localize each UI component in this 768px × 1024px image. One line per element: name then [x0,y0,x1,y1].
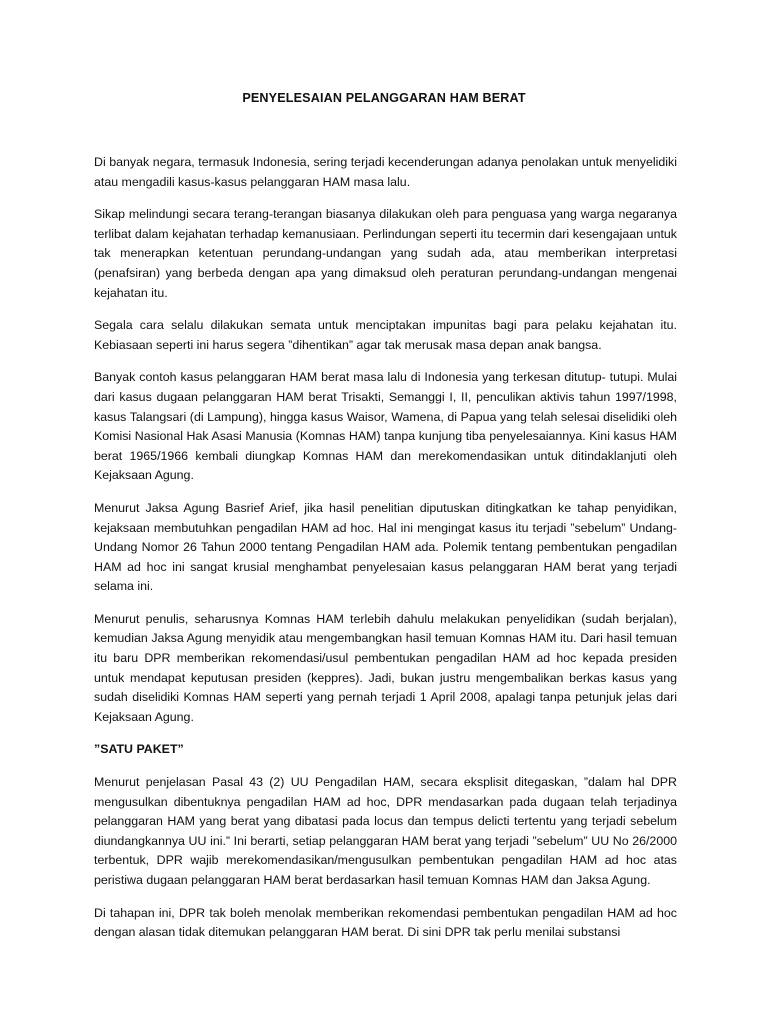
paragraph-2: Sikap melindungi secara terang-terangan biasanya dilakukan oleh para penguasa yang warga negaranya terlibat dalam kejahatan terhadap kemanusiaan. Perlindungan seperti itu tecermin dari kesengajaan untuk tak menerapkan ketentuan perundang-undangan yang sudah ada, atau memberikan interpretasi (penafsiran) yang berbeda dengan apa yang dimaksud oleh peraturan perundang-undangan mengenai kejahatan itu. [94,207,677,300]
paragraph-3: Segala cara selalu dilakukan semata untuk menciptakan impunitas bagi para pelaku kejahatan itu. Kebiasaan seperti ini harus segera ”dihentikan” agar tak merusak masa depan anak bangsa. [94,318,677,352]
section-subheading: ”SATU PAKET” [94,742,184,757]
paragraph-4: Banyak contoh kasus pelanggaran HAM berat masa lalu di Indonesia yang terkesan ditutup- tutupi. Mulai dari kasus dugaan pelanggaran HAM berat Trisakti, Semanggi I, II, penculikan aktivis tahun 1997/1998, kasus Talangsari (di Lampung), hingga kasus Waisor, Wamena, di Papua yang telah selesai diselidiki oleh Komisi Nasional Hak Asasi Manusia (Komnas HAM) tanpa kunjung tiba penyelesaiannya. Kini kasus HAM berat 1965/1966 kembali diungkap Komnas HAM dan merekomendasikan untuk ditindaklanjuti oleh Kejaksaan Agung. [94,370,677,483]
paragraph-1: Di banyak negara, termasuk Indonesia, sering terjadi kecenderungan adanya penolakan untuk menyelidiki atau mengadili kasus-kasus pelanggaran HAM masa lalu. [94,155,677,189]
paragraph-7: Menurut penjelasan Pasal 43 (2) UU Pengadilan HAM, secara eksplisit ditegaskan, ”dalam hal DPR mengusulkan dibentuknya pengadilan HAM ad hoc, DPR mendasarkan pada dugaan telah terjadinya pelanggaran HAM yang berat yang dibatasi pada locus dan tempus delicti tertentu yang terjadi sebelum diundangkannya UU ini.” Ini berarti, setiap pelanggaran HAM berat yang terjadi ”sebelum” UU No 26/2000 terbentuk, DPR wajib merekomendasikan/mengusulkan pembentukan pengadilan HAM ad hoc atas peristiwa dugaan pelanggaran HAM berat berdasarkan hasil temuan Komnas HAM dan Jaksa Agung. [94,775,677,887]
document-body [94,153,677,956]
document-title: PENYELESAIAN PELANGGARAN HAM BERAT [242,91,526,105]
paragraph-8: Di tahapan ini, DPR tak boleh menolak memberikan rekomendasi pembentukan pengadilan HAM ad hoc dengan alasan tidak ditemukan pelanggaran HAM berat. Di sini DPR tak perlu menilai substansi [94,905,677,940]
paragraph-6: Menurut penulis, seharusnya Komnas HAM terlebih dahulu melakukan penyelidikan (sudah berjalan), kemudian Jaksa Agung menyidik atau mengembangkan hasil temuan Komnas HAM itu. Dari hasil temuan itu baru DPR memberikan rekomendasi/usul pembentukan pengadilan HAM ad hoc kepada presiden untuk mendapat keputusan presiden (keppres). Jadi, bukan justru mengembalikan berkas kasus yang sudah diselidiki Komnas HAM seperti yang pernah terjadi 1 April 2008, apalagi tanpa petunjuk jelas dari Kejaksaan Agung. [94,611,677,724]
paragraph-5: Menurut Jaksa Agung Basrief Arief, jika hasil penelitian diputuskan ditingkatkan ke tahap penyidikan, kejaksaan membutuhkan pengadilan HAM ad hoc. Hal ini mengingat kasus itu terjadi ”sebelum” Undang-Undang Nomor 26 Tahun 2000 tentang Pengadilan HAM ada. Polemik tentang pembentukan pengadilan HAM ad hoc ini sangat krusial menghambat penyelesaian kasus pelanggaran HAM berat yang terjadi selama ini. [94,500,677,594]
